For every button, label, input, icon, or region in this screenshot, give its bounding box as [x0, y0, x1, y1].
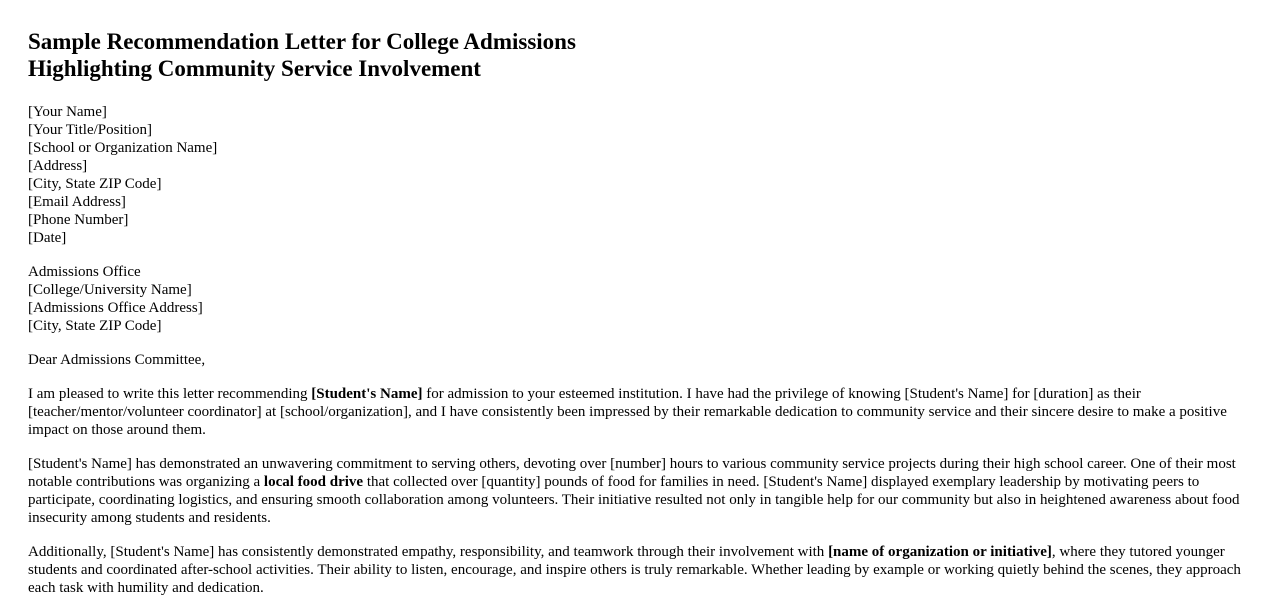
- recipient-office: Admissions Office: [28, 264, 141, 280]
- sender-organization: [School or Organization Name]: [28, 140, 218, 156]
- sender-email: [Email Address]: [28, 194, 126, 210]
- salutation: Dear Admissions Committee,: [28, 352, 206, 368]
- sender-phone: [Phone Number]: [28, 212, 129, 228]
- paragraph-intro: [28, 385, 1250, 439]
- recipient-block: [28, 263, 1250, 335]
- recipient-city-state-zip: [City, State ZIP Code]: [28, 318, 162, 334]
- paragraph-intro-bold: [Student's Name]: [311, 386, 423, 402]
- sender-address: [Address]: [28, 158, 88, 174]
- paragraph-intro-text-b: for admission to your esteemed institution. I have had the privilege of knowing [Student's Name] for [duration] as their [teacher/mentor/volunteer coordinator] at [school/organization], and I have consistently been impressed by their remarkable dedication to community service and their sincere desire to make a positive impact on those around them.: [28, 386, 1227, 438]
- paragraph-food-drive: [28, 455, 1250, 527]
- paragraph-additional: [28, 543, 1250, 597]
- sender-name: [Your Name]: [28, 104, 107, 120]
- paragraph-food-drive-text-a: [Student's Name] has demonstrated an unwavering commitment to serving others, devoting over [number] hours to various community service projects during their high school career. One of their most notable contributions was organizing a: [28, 456, 1236, 490]
- sender-block: [28, 103, 1250, 247]
- paragraph-additional-text-b: , where they tutored younger students and coordinated after-school activities. Their ability to listen, encourage, and inspire others is truly remarkable. Whether leading by example or working quietly behind the scenes, they approach each task with humility and dedication.: [28, 544, 1241, 596]
- paragraph-food-drive-text-b: that collected over [quantity] pounds of food for families in need. [Student's Name] displayed exemplary leadership by motivating peers to participate, coordinating logistics, and ensuring smooth collaboration among volunteers. Their initiative resulted not only in tangible help for our community but also in heightened awareness about food insecurity among students and residents.: [28, 474, 1240, 526]
- title-line-2: Highlighting Community Service Involvement: [28, 56, 481, 81]
- sender-title: [Your Title/Position]: [28, 122, 152, 138]
- recipient-college: [College/University Name]: [28, 282, 192, 298]
- paragraph-intro-text-a: I am pleased to write this letter recommending: [28, 386, 312, 402]
- letter-date: [Date]: [28, 230, 67, 246]
- paragraph-additional-text-a: Additionally, [Student's Name] has consistently demonstrated empathy, responsibility, and teamwork through their involvement with: [28, 544, 829, 560]
- recipient-address: [Admissions Office Address]: [28, 300, 203, 316]
- sender-city-state-zip: [City, State ZIP Code]: [28, 176, 162, 192]
- title-line-1: Sample Recommendation Letter for College Admissions: [28, 29, 576, 54]
- paragraph-additional-bold: [name of organization or initiative]: [828, 544, 1052, 560]
- page-title: [28, 28, 1250, 82]
- paragraph-food-drive-bold: local food drive: [263, 474, 364, 490]
